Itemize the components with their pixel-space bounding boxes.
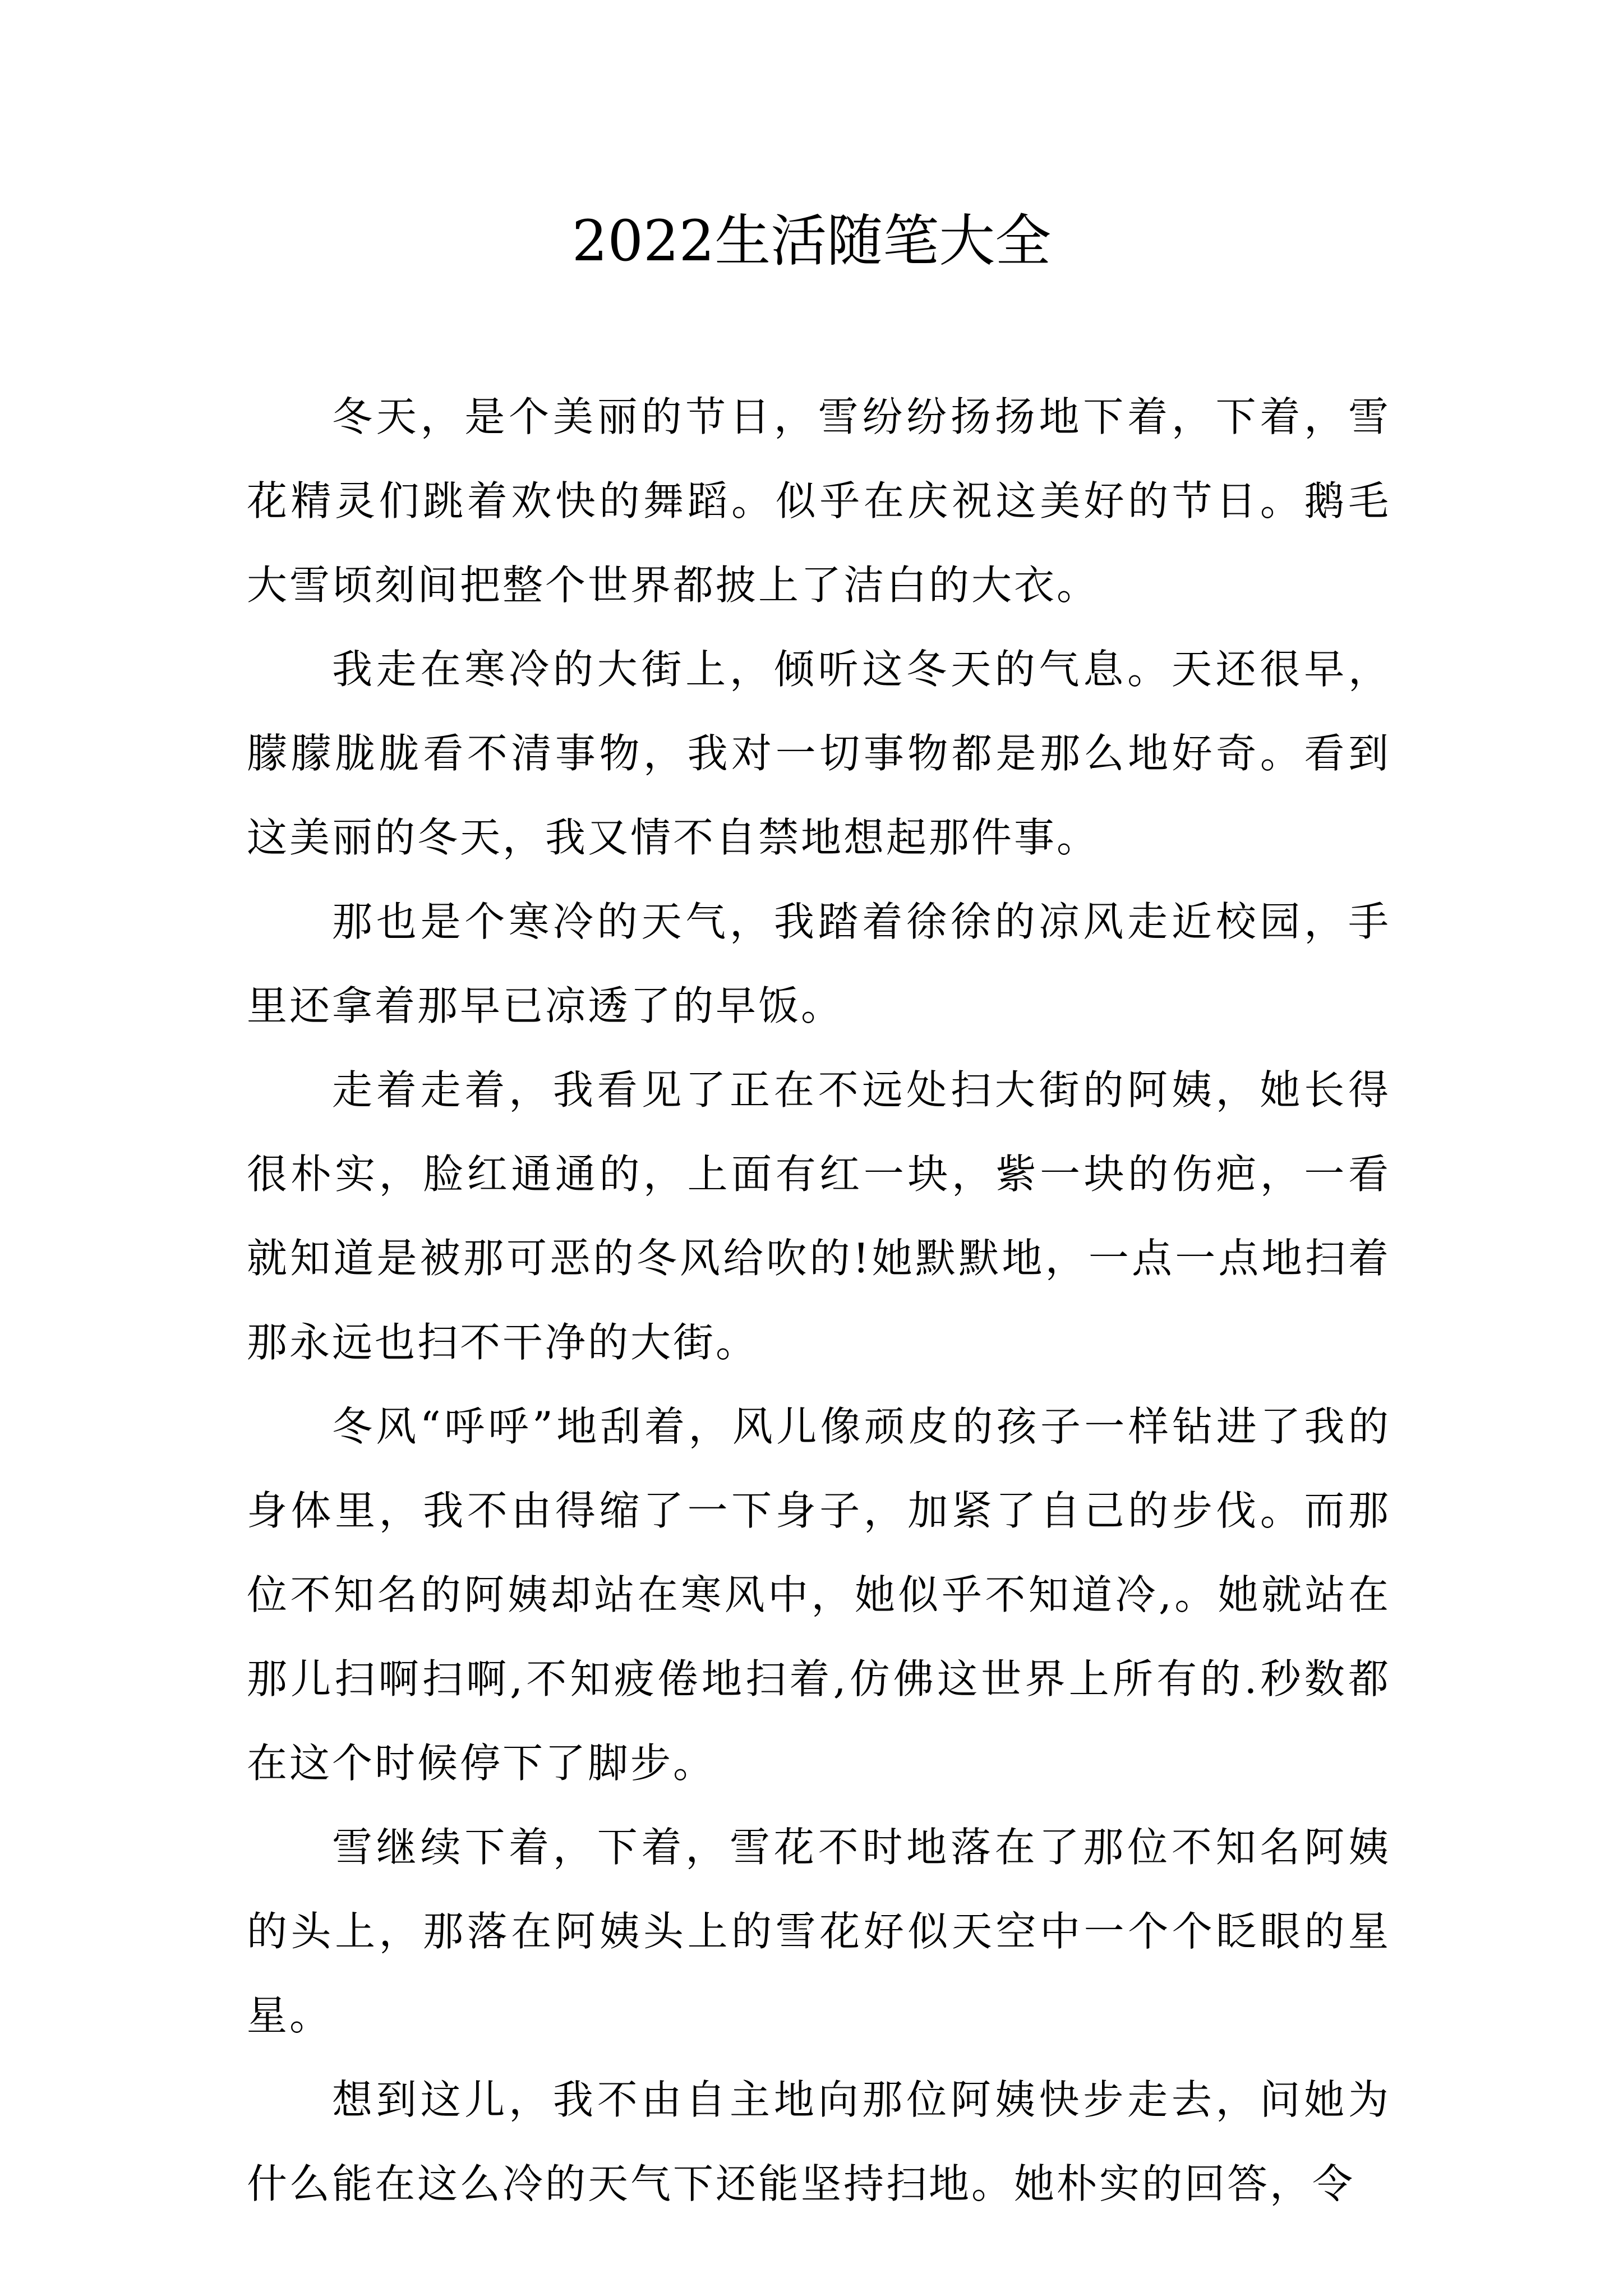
document-title: 2022生活随笔大全 (571, 208, 1052, 274)
paragraph: 我走在寒冷的大街上，倾听这冬天的气息。天还很早，朦朦胧胧看不清事物，我对一切事物都是那么地好奇。看到这美丽的冬天，我又情不自禁地想起那件事。 (247, 646, 1391, 861)
document-body (247, 375, 1391, 2226)
paragraph: 想到这儿，我不由自主地向那位阿姨快步走去，问她为什么能在这么冷的天气下还能坚持扫地。她朴实的回答，令 (247, 2076, 1391, 2207)
paragraph: 走着走着，我看见了正在不远处扫大街的阿姨，她长得很朴实，脸红通通的，上面有红一块，紫一块的伤疤，一看就知道是被那可恶的冬风给吹的!她默默地，一点一点地扫着那永远也扫不干净的大街。 (247, 1066, 1391, 1366)
paragraph: 冬风“呼呼”地刮着，风儿像顽皮的孩子一样钻进了我的身体里，我不由得缩了一下身子，加紧了自己的步伐。而那位不知名的阿姨却站在寒风中，她似乎不知道冷,。她就站在那儿扫啊扫啊,不知疲倦地扫着,仿佛这世界上所有的.秒数都在这个时候停下了脚步。 (247, 1403, 1391, 1787)
paragraph: 雪继续下着，下着，雪花不时地落在了那位不知名阿姨的头上，那落在阿姨头上的雪花好似天空中一个个眨眼的星星。 (247, 1824, 1391, 2039)
paragraph: 冬天，是个美丽的节日，雪纷纷扬扬地下着，下着，雪花精灵们跳着欢快的舞蹈。似乎在庆祝这美好的节日。鹅毛大雪顷刻间把整个世界都披上了洁白的大衣。 (247, 393, 1391, 609)
paragraph: 那也是个寒冷的天气，我踏着徐徐的凉风走近校园，手里还拿着那早已凉透了的早饭。 (247, 898, 1391, 1029)
